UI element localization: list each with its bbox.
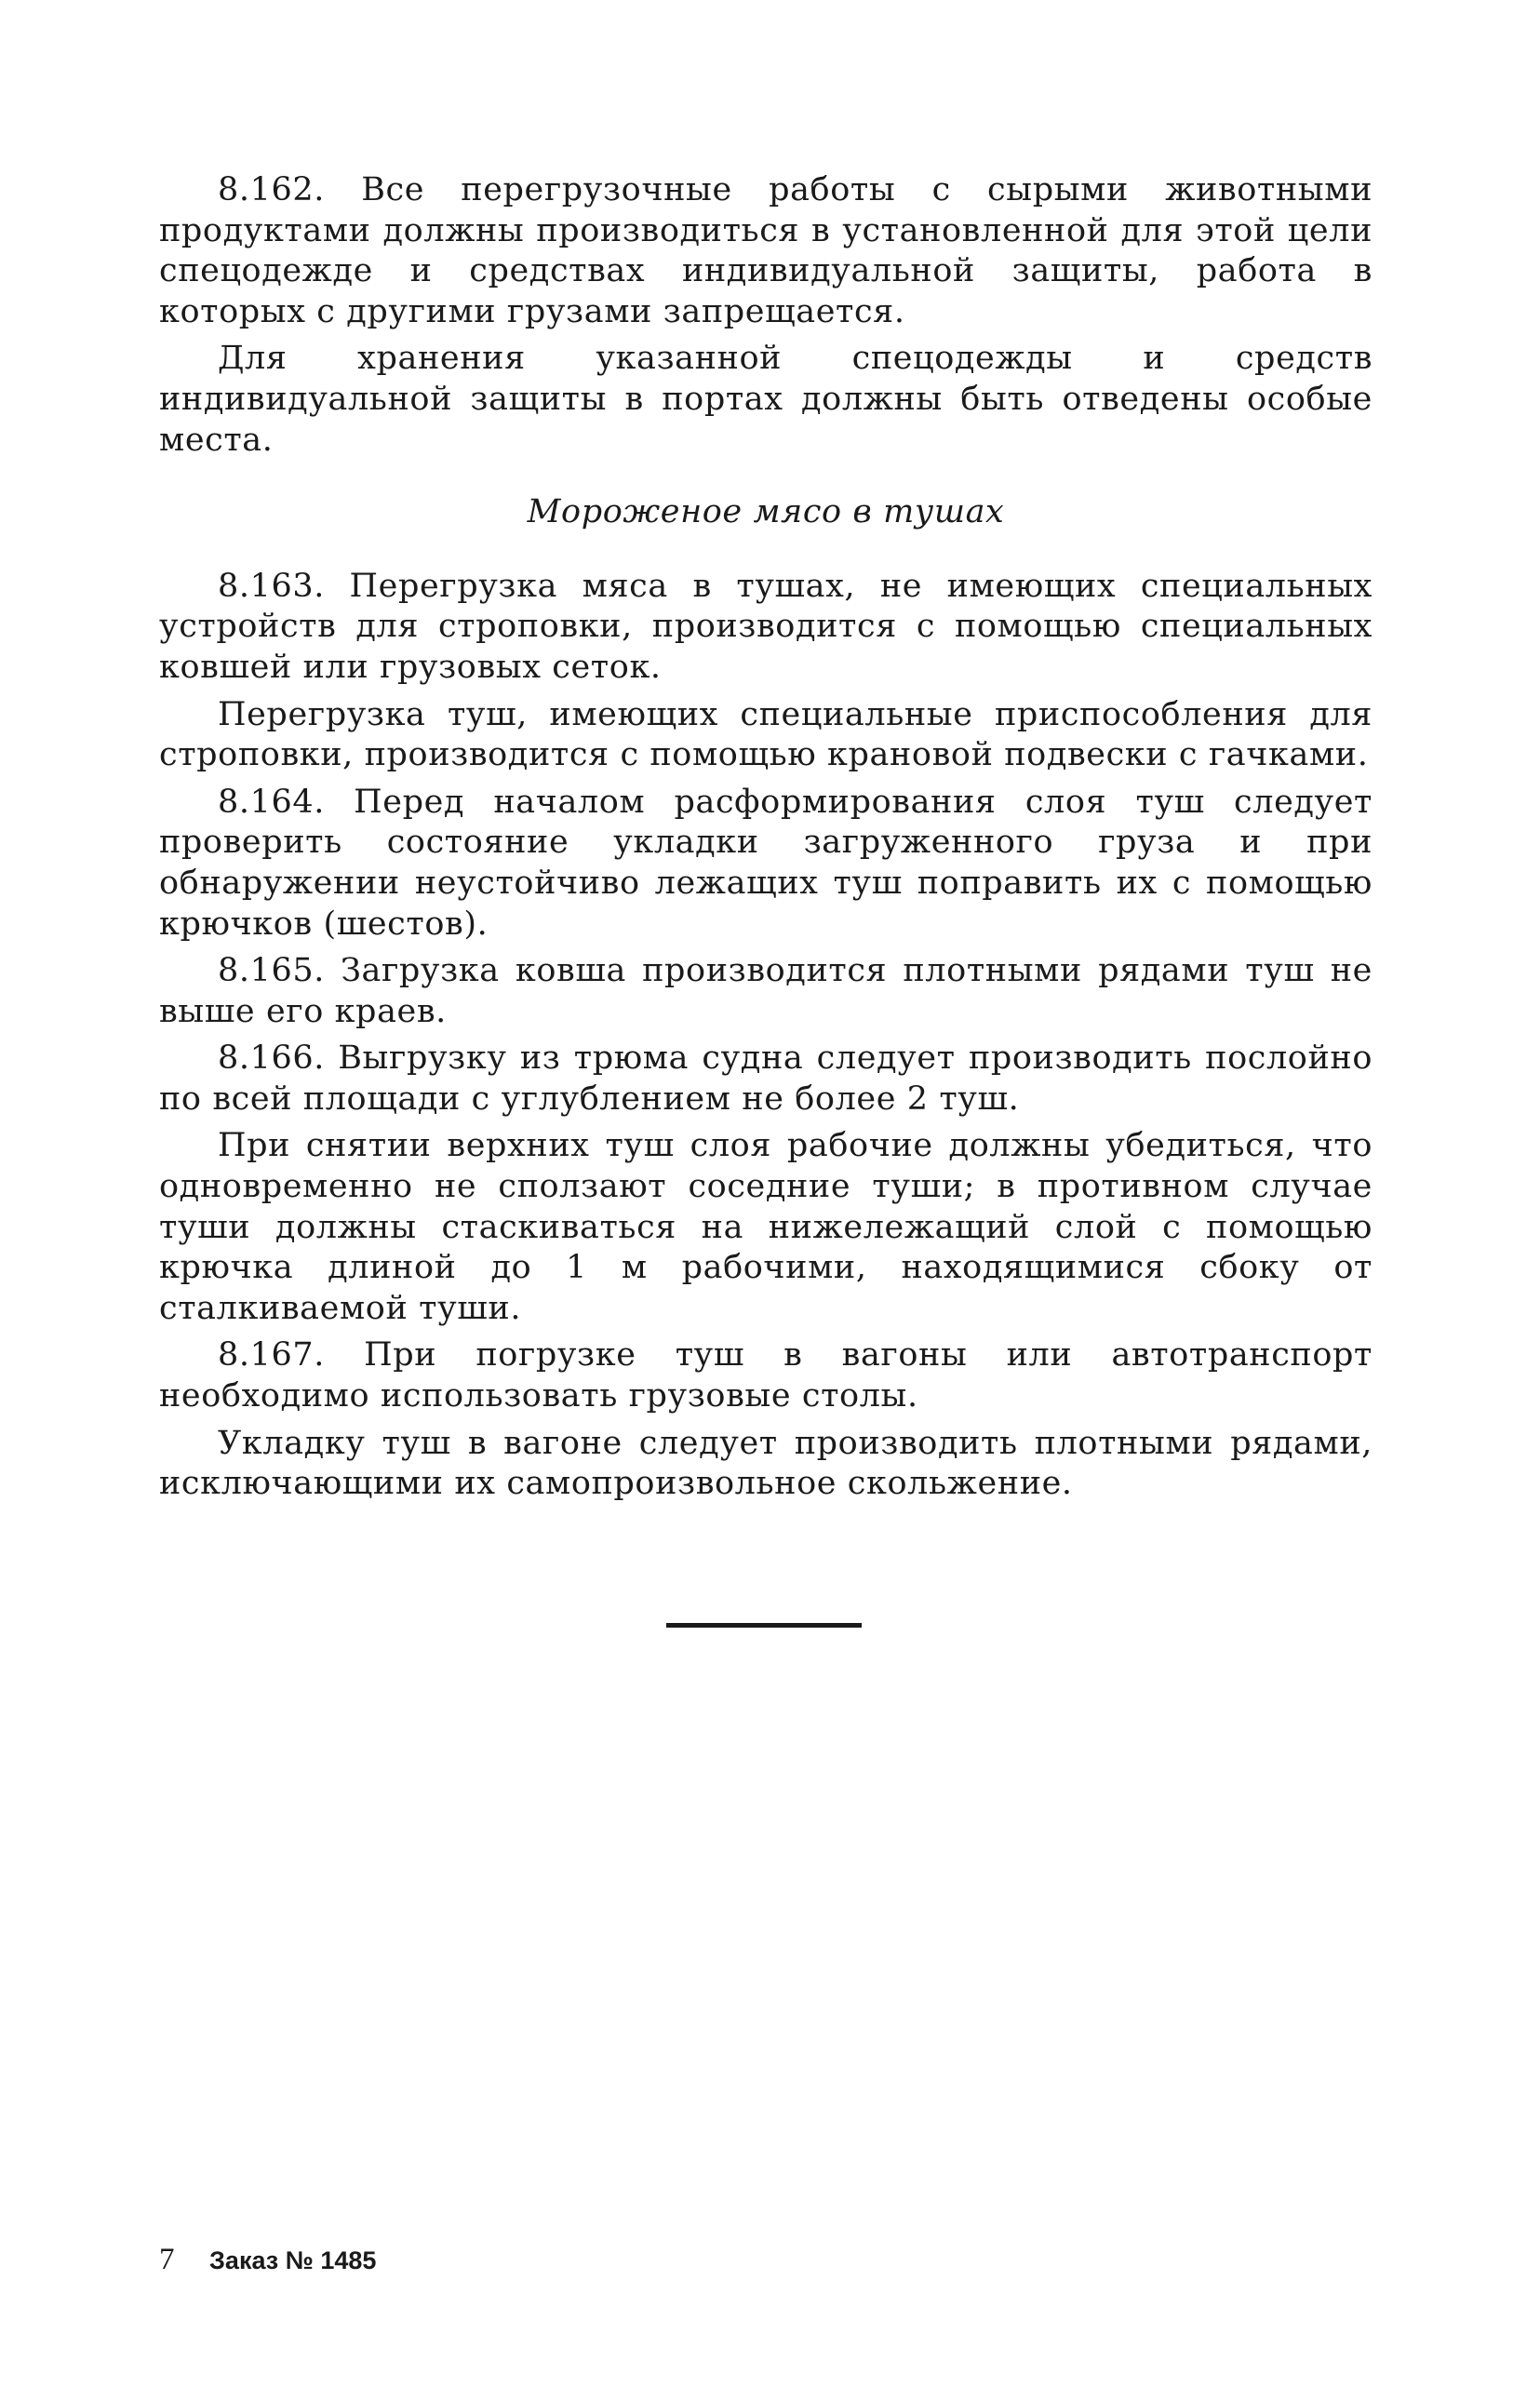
paragraph-8-165: 8.165. Загрузка ковша производится плотными рядами туш не выше его краев. [159,952,1373,1030]
paragraph-upper-carcasses: При снятии верхних туш слоя рабочие должны убедиться, что одновременно не сползают соседние туши; в противном случае туши должны стаскиваться на нижележащий слой с помощью крючка длиной до 1 м рабочими, находящимися сбоку от сталкиваемой туши. [159,1127,1373,1327]
end-rule [666,1623,862,1628]
body-text [159,170,1373,1511]
paragraph-storage: Для хранения указанной спецодежды и средств индивидуальной защиты в портах должны быть отведены особые места. [159,340,1373,459]
footer [159,2243,376,2277]
paragraph-8-167: 8.167. При погрузке туш в вагоны или автотранспорт необходимо использовать грузовые столы. [159,1336,1373,1415]
paragraph-wagon-stacking: Укладку туш в вагоне следует производить плотными рядами, исключающими их самопроизвольное скольжение. [159,1424,1373,1503]
paragraph-8-163: 8.163. Перегрузка мяса в тушах, не имеющих специальных устройств для строповки, производится с помощью специальных ковшей или грузовых сеток. [159,567,1373,686]
paragraph-crane-suspension: Перегрузка туш, имеющих специальные приспособления для строповки, производится с помощью крановой подвески с гачками. [159,695,1373,774]
section-heading: Мороженое мясо в тушах [527,493,1005,531]
paragraph-8-166: 8.166. Выгрузку из трюма судна следует производить послойно по всей площади с углублением не более 2 туш. [159,1039,1373,1118]
paragraph-8-162: 8.162. Все перегрузочные работы с сырыми животными продуктами должны производиться в установленной для этой цели спецодежде и средствах индивидуальной защиты, работа в которых с другими грузами запрещается. [159,171,1373,330]
order-number: Заказ № 1485 [209,2246,377,2274]
page-number: 7 [159,2243,175,2276]
paragraph-8-164: 8.164. Перед началом расформирования слоя туш следует проверить состояние укладки загруженного груза и при обнаружении неустойчиво лежащих туш поправить их с помощью крючков (шестов). [159,783,1373,943]
